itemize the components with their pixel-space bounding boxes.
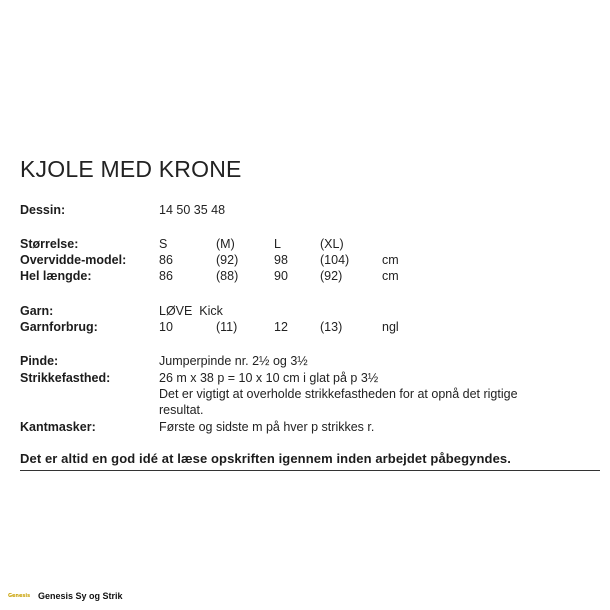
footer	[8, 589, 123, 603]
chest-width-label: Overvidde-model:	[20, 253, 127, 267]
yarn-usage-m: (11)	[216, 320, 238, 334]
yarn-usage-unit: ngl	[382, 320, 399, 334]
yarn-usage-l: 12	[274, 320, 288, 334]
edge-stitches-value: Første og sidste m på hver p strikkes r.	[159, 420, 375, 434]
size-label: Størrelse:	[20, 237, 79, 251]
yarn-label: Garn:	[20, 304, 54, 318]
chest-width-m: (92)	[216, 253, 239, 267]
edge-stitches-label: Kantmasker:	[20, 420, 96, 434]
chest-width-l: 98	[274, 253, 288, 267]
length-label: Hel længde:	[20, 269, 92, 283]
gauge-note-line-1: Det er vigtigt at overholde strikkefastheden for at opnå det rigtige	[159, 387, 518, 401]
divider	[20, 470, 600, 471]
pattern-title: KJOLE MED KRONE	[20, 156, 242, 182]
length-s: 86	[159, 269, 173, 283]
gauge-note-line-2: resultat.	[159, 403, 204, 417]
length-l: 90	[274, 269, 288, 283]
needles-label: Pinde:	[20, 354, 59, 368]
yarn-value: LØVE Kick	[159, 304, 223, 318]
size-s: S	[159, 237, 168, 251]
length-unit: cm	[382, 269, 399, 283]
gauge-label: Strikkefasthed:	[20, 371, 111, 385]
gauge-value: 26 m x 38 p = 10 x 10 cm i glat på p 3½	[159, 371, 379, 385]
needles-value: Jumperpinde nr. 2½ og 3½	[159, 354, 308, 368]
genesis-logo: Genesis	[7, 593, 31, 599]
chest-width-xl: (104)	[320, 253, 350, 267]
yarn-usage-xl: (13)	[320, 320, 343, 334]
length-m: (88)	[216, 269, 239, 283]
dessin-label: Dessin:	[20, 203, 66, 217]
yarn-usage-s: 10	[159, 320, 173, 334]
read-instructions-note: Det er altid en god idé at læse opskriften igennem inden arbejdet påbegyndes.	[20, 451, 511, 466]
size-m: (M)	[216, 237, 235, 251]
length-xl: (92)	[320, 269, 343, 283]
size-xl: (XL)	[320, 237, 344, 251]
size-l: L	[274, 237, 281, 251]
yarn-usage-label: Garnforbrug:	[20, 320, 98, 334]
chest-width-unit: cm	[382, 253, 399, 267]
dessin-value: 14 50 35 48	[159, 203, 226, 217]
chest-width-s: 86	[159, 253, 173, 267]
shop-name: Genesis Sy og Strik	[38, 591, 123, 601]
